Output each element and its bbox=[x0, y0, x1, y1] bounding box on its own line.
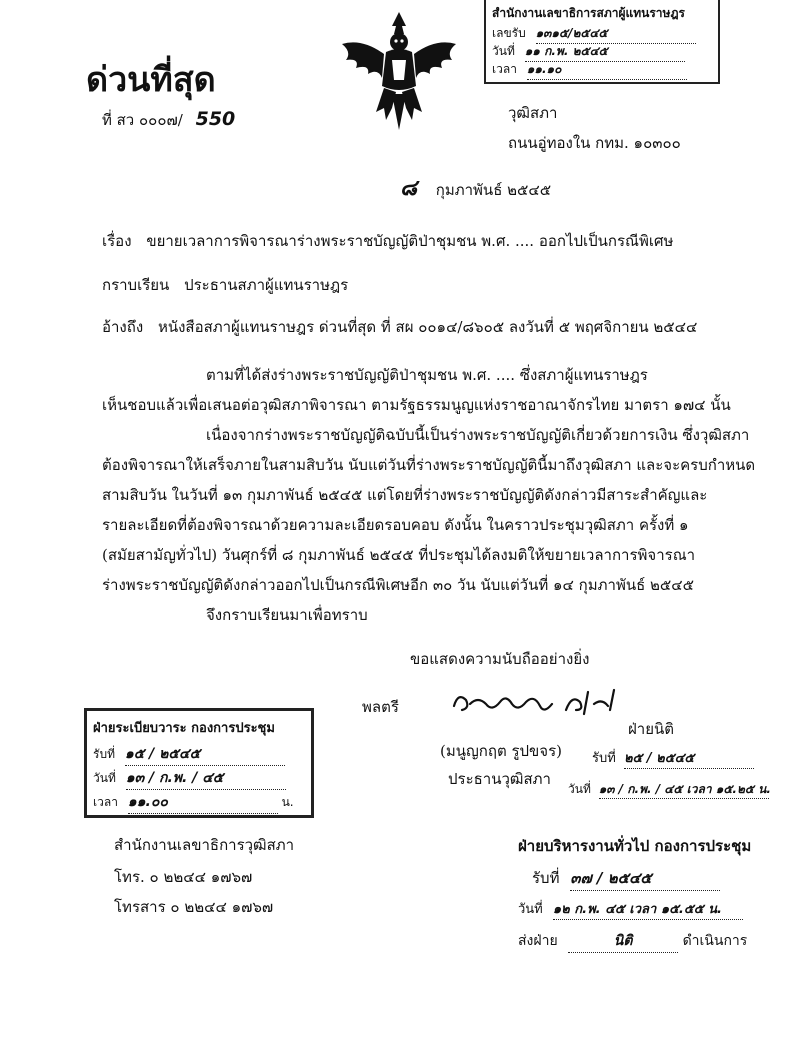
office-fax: โทรสาร ๐ ๒๒๔๔ ๑๗๖๗ bbox=[114, 898, 274, 916]
agenda-stamp-number: ๑๕ / ๒๕๔๕ bbox=[125, 743, 285, 766]
legal-stamp-date-label: วันที่ bbox=[568, 782, 591, 796]
body-line-8: ร่างพระราชบัญญัติดังกล่าวออกไปเป็นกรณีพิเศษอีก ๓๐ วัน นับแต่วันที่ ๑๔ กุมภาพันธ์ ๒๕๔๕ bbox=[102, 576, 694, 594]
reference-label: อ้างถึง bbox=[102, 318, 144, 336]
agenda-stamp bbox=[84, 708, 314, 818]
recipient-text: ประธานสภาผู้แทนราษฎร bbox=[184, 276, 349, 294]
agenda-stamp-title: ฝ่ายระเบียบวาระ กองการประชุม bbox=[93, 721, 275, 736]
legal-stamp-number-label: รับที่ bbox=[592, 751, 616, 766]
receipt-stamp-time: ๑๑.๑๐ bbox=[527, 60, 687, 80]
body-line-5: สามสิบวัน ในวันที่ ๑๓ กุมภาพันธ์ ๒๕๔๕ แต่โดยที่ร่างพระราชบัญญัติดังกล่าวมีสาระสำคัญและ bbox=[102, 486, 708, 504]
document-date-month-year: กุมภาพันธ์ ๒๕๔๕ bbox=[435, 181, 552, 199]
admin-stamp-date: ๑๒ ก.พ. ๔๕ เวลา ๑๕.๕๕ น. bbox=[553, 898, 743, 920]
body-line-3: เนื่องจากร่างพระราชบัญญัติฉบับนี้เป็นร่างพระราชบัญญัติเกี่ยวด้วยการเงิน ซึ่งวุฒิสภา bbox=[206, 426, 750, 444]
agenda-stamp-number-row bbox=[93, 743, 285, 766]
reference-line bbox=[102, 318, 697, 336]
admin-stamp-number-label: รับที่ bbox=[532, 869, 560, 887]
receipt-stamp-date-row bbox=[492, 42, 685, 62]
legal-stamp-date: ๑๓ / ก.พ. / ๔๕ เวลา ๑๕.๒๕ น. bbox=[599, 780, 769, 799]
legal-stamp-number-row bbox=[592, 750, 754, 769]
agenda-stamp-date: ๑๓ / ก.พ. / ๔๕ bbox=[126, 767, 286, 790]
body-line-9: จึงกราบเรียนมาเพื่อทราบ bbox=[206, 606, 368, 624]
garuda-emblem-icon bbox=[336, 8, 462, 134]
admin-stamp-number: ๓๗ / ๒๕๔๕ bbox=[570, 866, 720, 891]
receipt-stamp bbox=[484, 0, 720, 84]
document-date bbox=[400, 176, 552, 201]
agenda-stamp-time: ๑๑.๐๐ bbox=[128, 791, 278, 814]
admin-stamp-send-value: นิติ bbox=[568, 930, 678, 953]
office-telephone: โทร. ๐ ๒๒๔๔ ๑๗๖๗ bbox=[114, 868, 253, 886]
signatory-name: (มนูญกฤต รูปขจร) bbox=[440, 742, 562, 760]
document-number: ที่ สว ๐๐๐๗/ bbox=[102, 111, 183, 129]
office-name: สำนักงานเลขาธิการวุฒิสภา bbox=[114, 836, 295, 854]
receipt-stamp-time-row bbox=[492, 60, 687, 80]
admin-stamp-send-row bbox=[518, 930, 747, 953]
receipt-stamp-number: ๑๓๑๕/๒๕๔๕ bbox=[536, 24, 696, 44]
receipt-stamp-date-label: วันที่ bbox=[492, 44, 515, 58]
legal-stamp-date-row bbox=[568, 780, 769, 799]
subject-line bbox=[102, 232, 673, 250]
urgency-heading: ด่วนที่สุด bbox=[86, 60, 216, 100]
signature-icon bbox=[448, 680, 638, 724]
agenda-stamp-date-label: วันที่ bbox=[93, 771, 116, 785]
receipt-stamp-time-label: เวลา bbox=[492, 62, 517, 76]
subject-label: เรื่อง bbox=[102, 232, 132, 250]
legal-stamp-number: ๒๕ / ๒๕๔๕ bbox=[624, 750, 754, 769]
agenda-stamp-time-label: เวลา bbox=[93, 795, 118, 809]
admin-stamp-title: ฝ่ายบริหารงานทั่วไป กองการประชุม bbox=[518, 837, 752, 855]
document-number-row bbox=[102, 110, 235, 129]
agenda-stamp-time-suffix: น. bbox=[281, 795, 294, 809]
body-line-1: ตามที่ได้ส่งร่างพระราชบัญญัติป่าชุมชน พ.ศ. .... ซึ่งสภาผู้แทนราษฎร bbox=[206, 366, 648, 384]
recipient-line bbox=[102, 276, 348, 294]
receipt-stamp-title: สำนักงานเลขาธิการสภาผู้แทนราษฎร bbox=[492, 6, 685, 20]
agenda-stamp-time-row bbox=[93, 791, 294, 814]
subject-text: ขยายเวลาการพิจารณาร่างพระราชบัญญัติป่าชุมชน พ.ศ. .... ออกไปเป็นกรณีพิเศษ bbox=[146, 232, 674, 250]
sender-address: ถนนอู่ทองใน กทม. ๑๐๓๐๐ bbox=[508, 134, 681, 152]
signatory-rank: พลตรี bbox=[362, 698, 399, 716]
signatory-title: ประธานวุฒิสภา bbox=[448, 770, 551, 788]
body-line-4: ต้องพิจารณาให้เสร็จภายในสามสิบวัน นับแต่วันที่ร่างพระราชบัญญัตินี้มาถึงวุฒิสภา และจะครบกำหนด bbox=[102, 456, 756, 474]
legal-stamp-title: ฝ่ายนิติ bbox=[628, 720, 674, 738]
receipt-stamp-date: ๑๑ ก.พ. ๒๕๔๕ bbox=[525, 42, 685, 62]
body-line-6: รายละเอียดที่ต้องพิจารณาด้วยความละเอียดรอบคอบ ดังนั้น ในคราวประชุมวุฒิสภา ครั้งที่ ๑ bbox=[102, 516, 689, 534]
receipt-stamp-number-label: เลขรับ bbox=[492, 26, 526, 40]
agenda-stamp-date-row bbox=[93, 767, 286, 790]
agenda-stamp-number-label: รับที่ bbox=[93, 747, 115, 761]
closing: ขอแสดงความนับถืออย่างยิ่ง bbox=[410, 650, 590, 668]
admin-stamp-number-row bbox=[532, 866, 720, 891]
body-line-2: เห็นชอบแล้วเพื่อเสนอต่อวุฒิสภาพิจารณา ตามรัฐธรรมนูญแห่งราชอาณาจักรไทย มาตรา ๑๗๔ นั้น bbox=[102, 396, 731, 414]
admin-stamp-send-label: ส่งฝ่าย bbox=[518, 933, 558, 949]
sender-org: วุฒิสภา bbox=[508, 104, 558, 122]
reference-text: หนังสือสภาผู้แทนราษฎร ด่วนที่สุด ที่ สผ ๐๐๑๔/๘๖๐๕ ลงวันที่ ๕ พฤศจิกายน ๒๕๔๔ bbox=[157, 318, 698, 336]
document-number-handwritten: 550 bbox=[195, 108, 236, 130]
receipt-stamp-number-row bbox=[492, 24, 696, 44]
admin-stamp-date-row bbox=[518, 898, 743, 920]
admin-stamp-action-label: ดำเนินการ bbox=[682, 933, 748, 949]
admin-stamp-date-label: วันที่ bbox=[518, 902, 543, 917]
recipient-label: กราบเรียน bbox=[102, 276, 170, 294]
document-date-day: ๘ bbox=[400, 176, 417, 201]
body-line-7: (สมัยสามัญทั่วไป) วันศุกร์ที่ ๘ กุมภาพันธ์ ๒๕๔๕ ที่ประชุมได้ลงมติให้ขยายเวลาการพิจารณา bbox=[102, 546, 696, 564]
